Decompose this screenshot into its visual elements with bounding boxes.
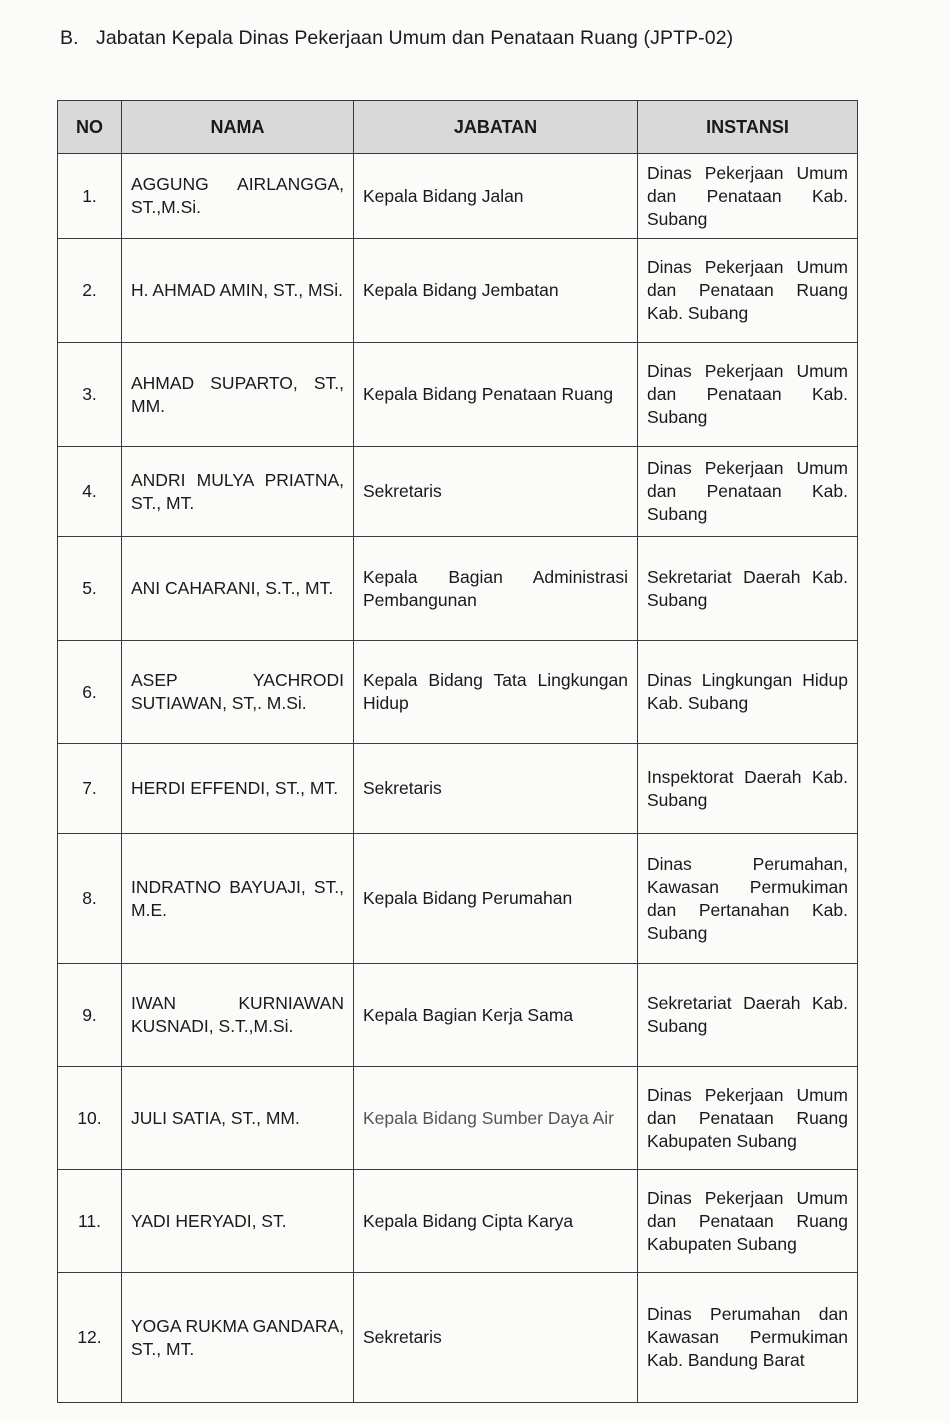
cell-instansi: Dinas Pekerjaan Umum dan Penataan Kab. Subang <box>638 343 858 447</box>
cell-instansi: Dinas Pekerjaan Umum dan Penataan Kab. Subang <box>638 154 858 239</box>
cell-jabatan: Sekretaris <box>354 1273 638 1403</box>
table-row <box>58 1067 858 1170</box>
table-row <box>58 834 858 964</box>
section-letter: B. <box>60 27 79 49</box>
cell-instansi: Dinas Pekerjaan Umum dan Penataan Ruang Kabupaten Subang <box>638 1170 858 1273</box>
table-row <box>58 239 858 343</box>
cell-no: 9. <box>58 964 122 1067</box>
table-row <box>58 964 858 1067</box>
table-row <box>58 1273 858 1403</box>
cell-jabatan: Sekretaris <box>354 744 638 834</box>
cell-jabatan: Kepala Bidang Perumahan <box>354 834 638 964</box>
header-no: NO <box>58 101 122 154</box>
cell-nama: YADI HERYADI, ST. <box>122 1170 354 1273</box>
cell-nama: HERDI EFFENDI, ST., MT. <box>122 744 354 834</box>
cell-nama: H. AHMAD AMIN, ST., MSi. <box>122 239 354 343</box>
cell-nama: AHMAD SUPARTO, ST., MM. <box>122 343 354 447</box>
header-nama: NAMA <box>122 101 354 154</box>
cell-instansi: Dinas Pekerjaan Umum dan Penataan Ruang Kab. Subang <box>638 239 858 343</box>
cell-jabatan: Kepala Bidang Tata Lingkungan Hidup <box>354 641 638 744</box>
cell-no: 4. <box>58 447 122 537</box>
cell-jabatan: Kepala Bagian Kerja Sama <box>354 964 638 1067</box>
table-row <box>58 744 858 834</box>
cell-instansi: Sekretariat Daerah Kab. Subang <box>638 537 858 641</box>
cell-instansi: Dinas Pekerjaan Umum dan Penataan Kab. Subang <box>638 447 858 537</box>
cell-no: 2. <box>58 239 122 343</box>
section-heading <box>60 27 733 50</box>
cell-no: 3. <box>58 343 122 447</box>
cell-jabatan: Sekretaris <box>354 447 638 537</box>
table-row <box>58 641 858 744</box>
cell-no: 5. <box>58 537 122 641</box>
cell-instansi: Dinas Perumahan, Kawasan Permukiman dan Pertanahan Kab. Subang <box>638 834 858 964</box>
cell-nama: AGGUNG AIRLANGGA, ST.,M.Si. <box>122 154 354 239</box>
cell-instansi: Dinas Pekerjaan Umum dan Penataan Ruang Kabupaten Subang <box>638 1067 858 1170</box>
cell-nama: ANDRI MULYA PRIATNA, ST., MT. <box>122 447 354 537</box>
header-instansi: INSTANSI <box>638 101 858 154</box>
cell-no: 8. <box>58 834 122 964</box>
cell-instansi: Sekretariat Daerah Kab. Subang <box>638 964 858 1067</box>
cell-instansi: Dinas Lingkungan Hidup Kab. Subang <box>638 641 858 744</box>
cell-jabatan: Kepala Bidang Penataan Ruang <box>354 343 638 447</box>
table-row <box>58 1170 858 1273</box>
header-jabatan: JABATAN <box>354 101 638 154</box>
cell-nama: ANI CAHARANI, S.T., MT. <box>122 537 354 641</box>
cell-instansi: Dinas Perumahan dan Kawasan Permukiman Kab. Bandung Barat <box>638 1273 858 1403</box>
cell-jabatan: Kepala Bidang Jalan <box>354 154 638 239</box>
table-row <box>58 343 858 447</box>
cell-jabatan: Kepala Bidang Sumber Daya Air <box>354 1067 638 1170</box>
cell-no: 10. <box>58 1067 122 1170</box>
cell-nama: JULI SATIA, ST., MM. <box>122 1067 354 1170</box>
cell-no: 7. <box>58 744 122 834</box>
section-title: Jabatan Kepala Dinas Pekerjaan Umum dan Penataan Ruang (JPTP-02) <box>96 27 734 49</box>
cell-nama: YOGA RUKMA GANDARA, ST., MT. <box>122 1273 354 1403</box>
cell-jabatan: Kepala Bidang Jembatan <box>354 239 638 343</box>
officials-table <box>57 100 858 1403</box>
cell-nama: ASEP YACHRODI SUTIAWAN, ST,. M.Si. <box>122 641 354 744</box>
table-header-row <box>58 101 858 154</box>
cell-instansi: Inspektorat Daerah Kab. Subang <box>638 744 858 834</box>
cell-no: 6. <box>58 641 122 744</box>
cell-no: 12. <box>58 1273 122 1403</box>
cell-jabatan: Kepala Bagian Administrasi Pembangunan <box>354 537 638 641</box>
cell-no: 1. <box>58 154 122 239</box>
cell-nama: IWAN KURNIAWAN KUSNADI, S.T.,M.Si. <box>122 964 354 1067</box>
cell-nama: INDRATNO BAYUAJI, ST., M.E. <box>122 834 354 964</box>
cell-jabatan: Kepala Bidang Cipta Karya <box>354 1170 638 1273</box>
table-row <box>58 537 858 641</box>
table-row <box>58 154 858 239</box>
table-row <box>58 447 858 537</box>
cell-no: 11. <box>58 1170 122 1273</box>
